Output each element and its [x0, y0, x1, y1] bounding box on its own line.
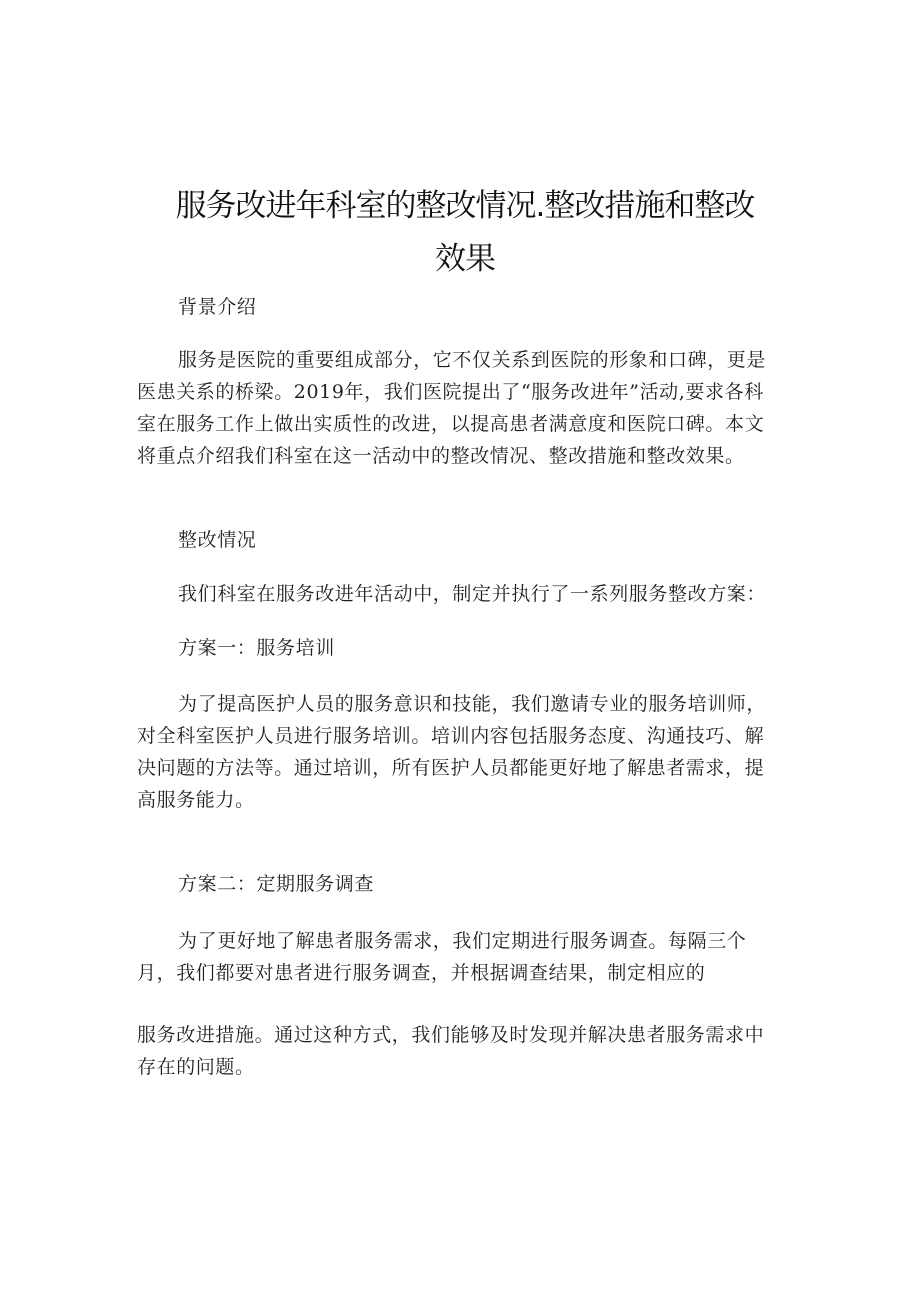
section-heading-background: 背景介绍 [178, 296, 257, 318]
paragraph-plan2-b [137, 1019, 787, 1083]
paragraph-status: 我们科室在服务改进年活动中，制定并执行了一系列服务整改方案： [178, 583, 767, 605]
plan1-title: 方案一：服务培训 [178, 637, 335, 659]
paragraph-line: 月，我们都要对患者进行服务调查，并根据调查结果，制定相应的 [137, 962, 706, 984]
title-line: 服务改进年科室的整改情况.整改措施和整改 [175, 188, 755, 224]
paragraph-line: 对全科室医护人员进行服务培训。培训内容包括服务态度、沟通技巧、解 [137, 725, 765, 747]
title-line: 效果 [435, 241, 495, 277]
paragraph-plan1 [137, 688, 787, 816]
paragraph-line: 医患关系的桥梁。2019年，我们医院提出了“服务改进年”活动,要求各科 [137, 381, 764, 403]
paragraph-line: 为了更好地了解患者服务需求，我们定期进行服务调查。每隔三个 [178, 930, 747, 952]
paragraph-line: 室在服务工作上做出实质性的改进，以提高患者满意度和医院口碑。本文 [137, 413, 765, 435]
paragraph-line: 存在的问题。 [137, 1056, 255, 1078]
paragraph-intro [137, 344, 787, 472]
document-title [150, 180, 780, 286]
section-heading-status: 整改情况 [178, 529, 257, 551]
paragraph-line: 决问题的方法等。通过培训，所有医护人员都能更好地了解患者需求，提 [137, 757, 765, 779]
paragraph-plan2-a [137, 925, 787, 989]
plan2-title: 方案二：定期服务调查 [178, 873, 375, 895]
paragraph-line: 服务改进措施。通过这种方式，我们能够及时发现并解决患者服务需求中 [137, 1024, 765, 1046]
paragraph-line: 高服务能力。 [137, 789, 255, 811]
paragraph-line: 为了提高医护人员的服务意识和技能，我们邀请专业的服务培训师， [178, 693, 767, 715]
paragraph-line: 服务是医院的重要组成部分，它不仅关系到医院的形象和口碑，更是 [178, 349, 767, 371]
paragraph-line: 将重点介绍我们科室在这一活动中的整改情况、整改措施和整改效果。 [137, 445, 745, 467]
